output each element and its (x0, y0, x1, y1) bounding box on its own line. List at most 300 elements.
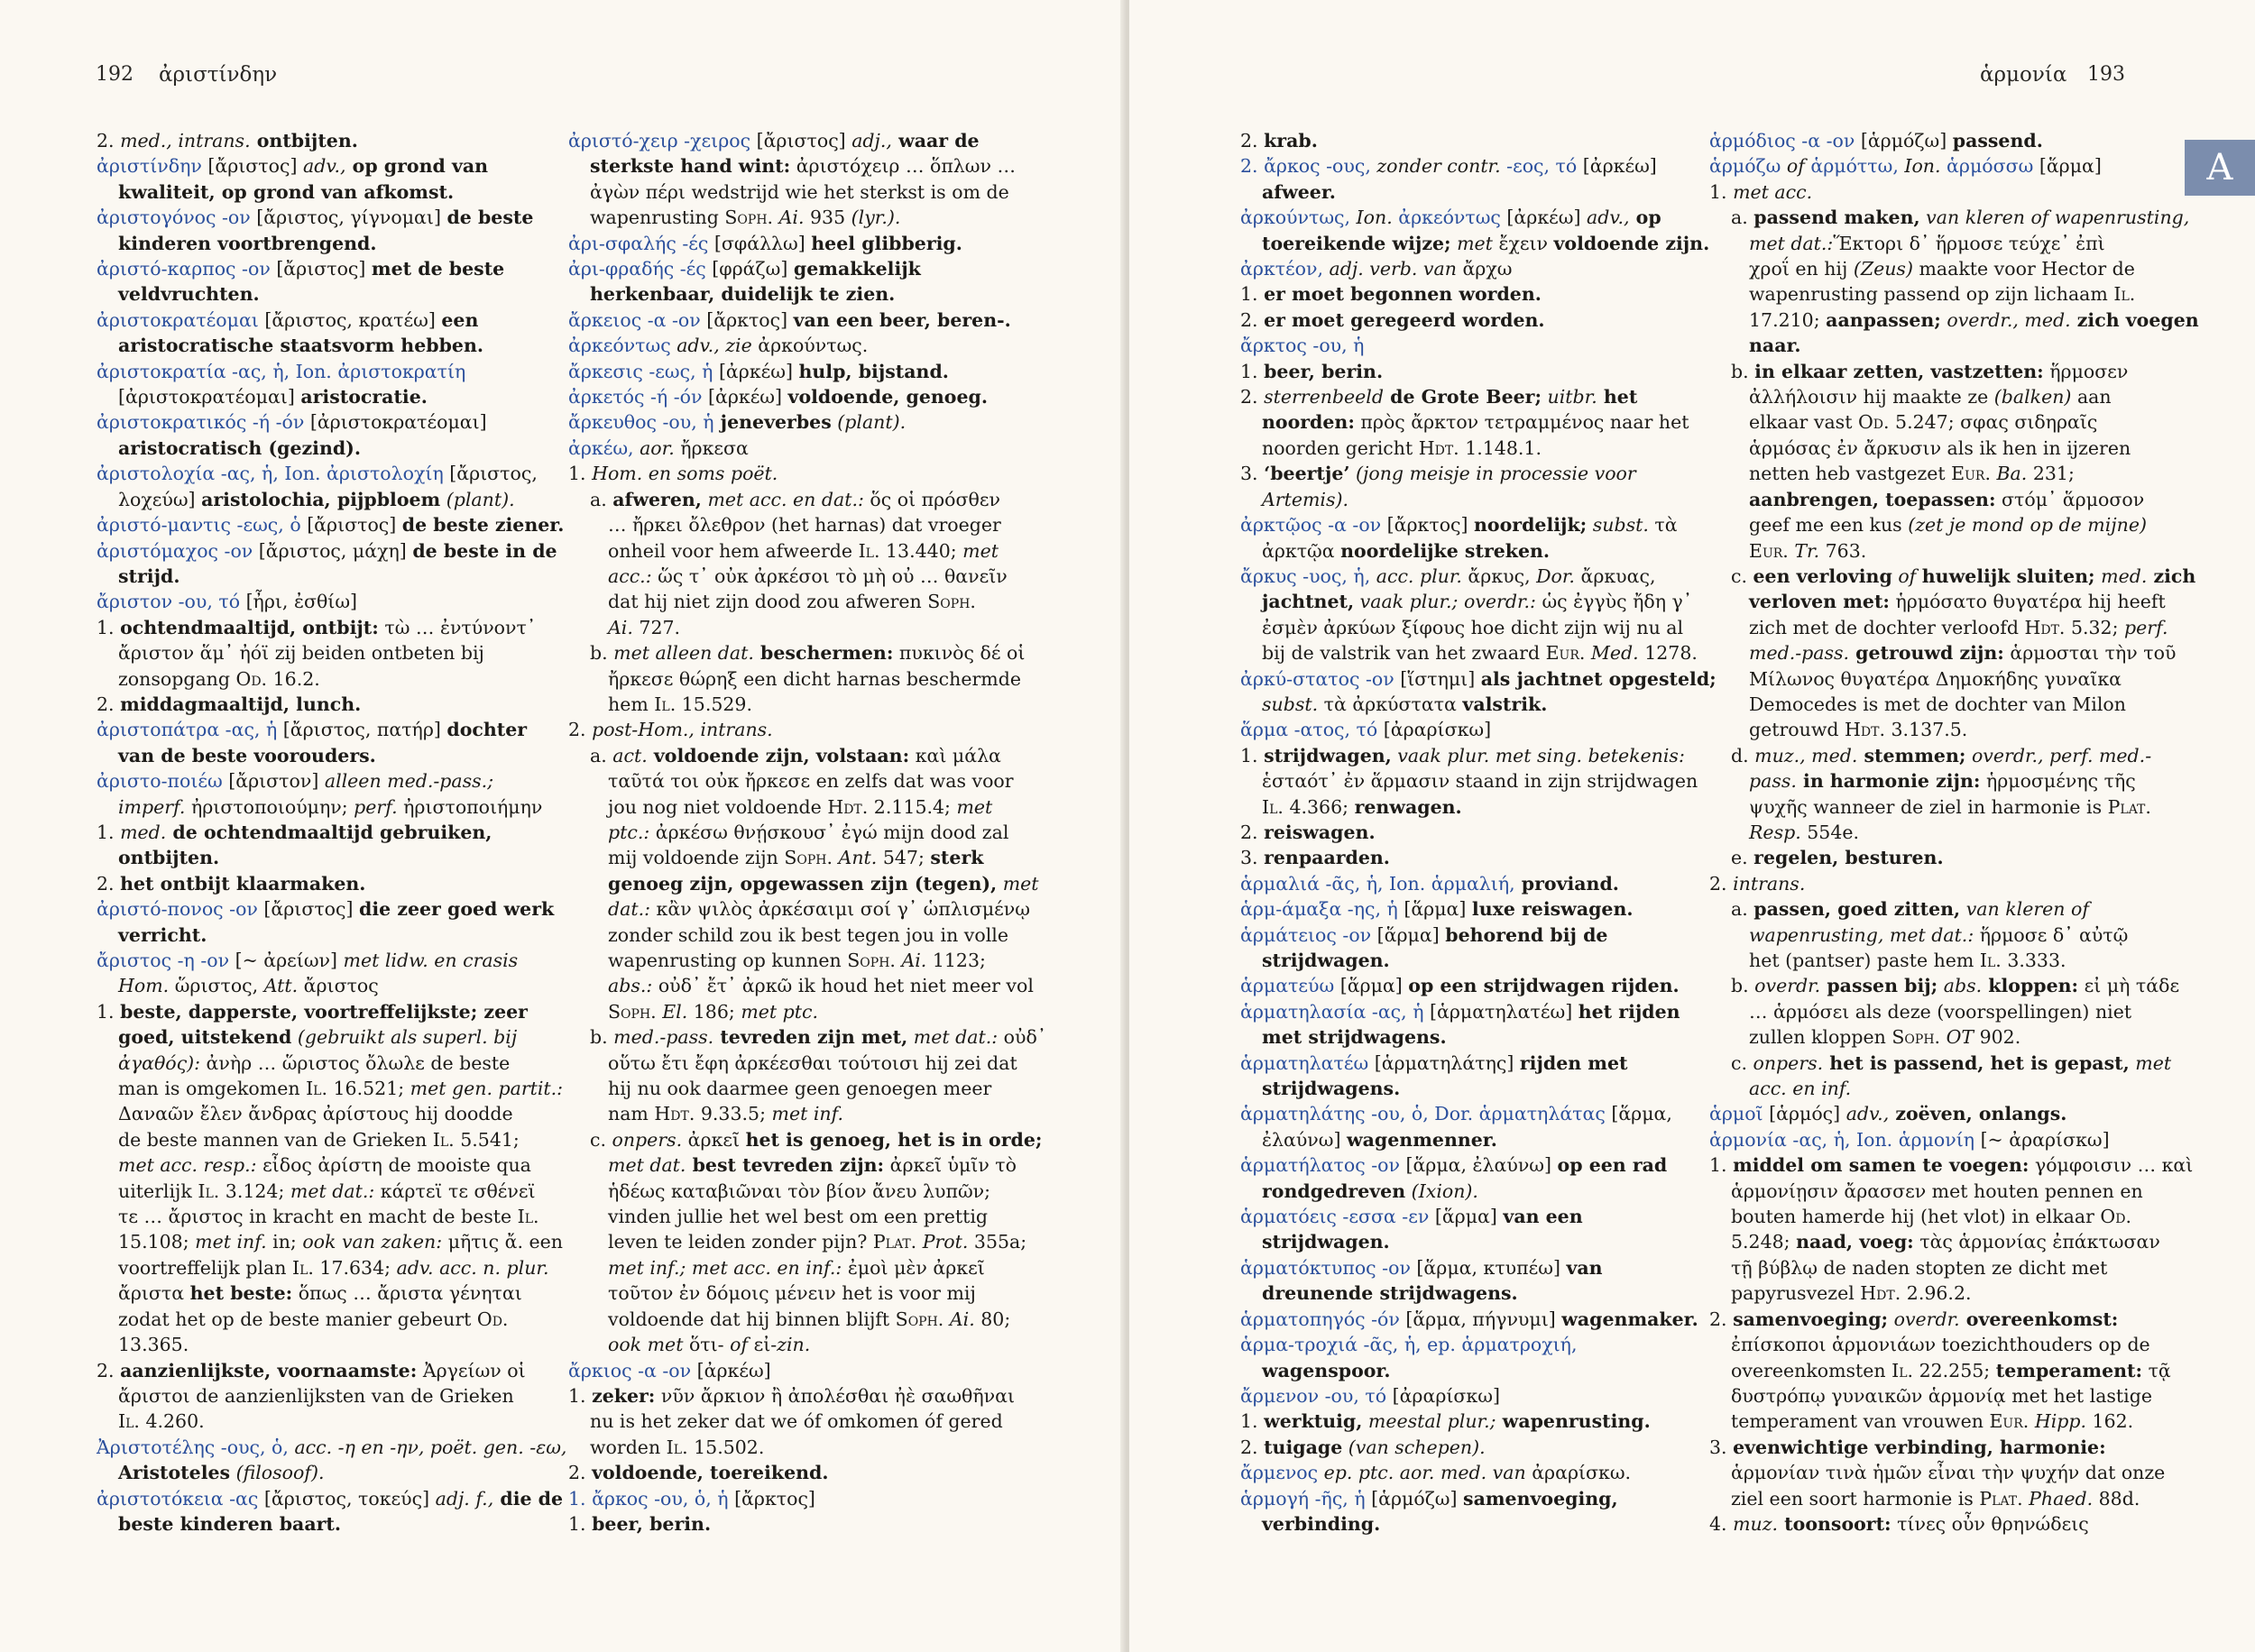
entry-text: overdr., med. (1940, 308, 2071, 331)
entry-text: Ai. (895, 950, 927, 971)
entry-text: 2. (1709, 872, 1734, 895)
entry-text: med.-pass. (613, 1026, 714, 1049)
entry-text: Hdt. (1845, 719, 1885, 741)
entry-text: Hdt. (1860, 1282, 1901, 1305)
entry-line (568, 384, 1014, 409)
page-number: 193 (2087, 63, 2125, 86)
entry-line (568, 359, 1014, 384)
entry-line (568, 461, 1014, 486)
entry-text: [ἀριστοκρατέομαι] (304, 411, 487, 434)
headword: ἄρμενον -ου, τό (1240, 1384, 1387, 1407)
entry-text: beste, dapperste, voortreffelijkste; zeer (120, 1000, 528, 1023)
entry-text: [ἀραρίσκω] (1386, 1384, 1500, 1407)
entry-text: aanbrengen, toepassen: (1749, 488, 1996, 510)
entry-text: 1. (1240, 744, 1265, 766)
entry-line (1240, 896, 1686, 922)
entry-text: aanpassen; (1826, 308, 1941, 331)
entry-text: renwagen. (1354, 795, 1462, 818)
entry-text: behorend bij de (1445, 923, 1608, 946)
entry-line-continuation (568, 281, 1014, 307)
entry-text: renpaarden. (1264, 847, 1390, 869)
entry-text: [ἄριστος] (300, 514, 402, 537)
left-page (0, 0, 1126, 1652)
entry-line (1240, 1204, 1686, 1229)
entry-line (1240, 1460, 1686, 1485)
entry-text: acc. en inf. (1749, 1078, 1852, 1100)
entry-text: [ἀρκέω] (1577, 155, 1657, 178)
entry-line-continuation (568, 1051, 1017, 1076)
entry-text: in elkaar zetten, vastzetten: (1754, 360, 2044, 382)
entry-text: toonsoort: (1778, 1512, 1891, 1535)
entry-text: (Zeus) (1853, 258, 1913, 280)
entry-line-continuation (1709, 1383, 2166, 1409)
entry-text: b. (1731, 360, 1755, 382)
entry-text: noorden: (1262, 411, 1355, 434)
page-number: 192 (96, 63, 133, 86)
entry-text: adj., (851, 130, 892, 151)
entry-text: b. (590, 1026, 614, 1049)
entry-text: wagenmenner. (1347, 1128, 1497, 1151)
entry-text: Soph. (847, 950, 896, 971)
entry-text: nam (608, 1103, 655, 1125)
entry-text: ἀραρίσκω. (1525, 1462, 1632, 1484)
entry-text: 88d. (2093, 1487, 2140, 1510)
entry-line-continuation (97, 640, 542, 665)
headword: ἁρμάτειος -ον (1240, 923, 1372, 946)
entry-text: χροΐ en hij (1749, 258, 1854, 280)
thumb-index-tab[interactable]: A (2185, 140, 2255, 196)
entry-text: 3.124; (219, 1179, 290, 1202)
entry-line (1709, 179, 2166, 205)
entry-text: onpers. (612, 1128, 683, 1151)
entry-line (1709, 128, 2166, 153)
entry-text: van de beste voorouders. (118, 744, 376, 766)
entry-text: (zet je mond op de mijne) (1908, 514, 2147, 537)
entry-text: νῦν ἄρκιον ἢ ἀπολέσθαι ἠὲ σαωθῆναι (655, 1384, 1015, 1407)
entry-text: [~ ἀρείων] (229, 950, 344, 971)
entry-text: het (1597, 386, 1638, 408)
entry-line-continuation (1240, 538, 1686, 564)
entry-text: ἀρκεῖ (682, 1128, 746, 1151)
entry-line-continuation (568, 1307, 1014, 1332)
entry-line-continuation (97, 179, 542, 205)
entry-text: ἐμοὶ μὲν ἀρκεῖ (842, 1256, 985, 1279)
entry-text: man is omgekomen (118, 1078, 307, 1100)
entry-line (97, 538, 557, 564)
entry-text: εἰ- (748, 1334, 778, 1356)
headword: ἀριστό-χειρ -χειρος (568, 130, 751, 151)
entry-text: in; (266, 1231, 303, 1253)
entry-text: getrouwd (1749, 719, 1845, 741)
entry-text: het is passend, het is gepast, (1823, 1051, 2130, 1074)
entry-text: van (1566, 1256, 1603, 1279)
entry-text: bij de valstrik van het zwaard (1262, 642, 1546, 665)
entry-text: [ἁρματηλάτης] (1368, 1051, 1520, 1074)
headword: ἁρμ-άμαξα -ης, ἡ (1240, 898, 1398, 921)
entry-line (97, 1358, 542, 1383)
entry-line-continuation (568, 1204, 1014, 1229)
headword: ἄριστον -ου, τό (97, 591, 241, 613)
entry-text: van een (1503, 1206, 1583, 1228)
entry-text: 2. (1240, 308, 1265, 331)
entry-text: [ἁρμόζω] (1855, 130, 1953, 151)
headword: ἀριστοκρατικός -ή -όν (97, 411, 305, 434)
entry-text: muz. (1733, 1512, 1779, 1535)
entry-text: ontbijten. (118, 847, 220, 869)
headword: ἁρματόεις -εσσα -εν (1240, 1206, 1430, 1228)
entry-line-continuation (97, 973, 542, 998)
entry-line-continuation (1240, 1358, 1686, 1383)
headword: ἀρκεόντως (568, 335, 671, 357)
entry-text: voortreffelijk plan (118, 1256, 292, 1279)
entry-line-continuation (1709, 487, 2166, 512)
entry-line-continuation (97, 1204, 542, 1229)
entry-text: [σφάλλω] (708, 232, 812, 254)
entry-text: temperament: (1995, 1359, 2143, 1381)
entry-text: [ἄριστος, κρατέω] (258, 308, 442, 331)
entry-text: ψυχῆς wanneer de ziel in harmonie is (1749, 795, 2108, 818)
entry-text: Soph. (784, 847, 833, 869)
entry-line (97, 896, 555, 922)
entry-text: Il. (432, 1128, 455, 1151)
entry-text: Od. (476, 1308, 509, 1330)
entry-text: 1. (1240, 1410, 1265, 1433)
entry-text: ἁρμονίαν τινὰ ἡμῶν εἶναι τὴν ψυχήν dat onze (1731, 1462, 2166, 1484)
entry-line (1709, 153, 2166, 179)
headword: ἁρματόκτυπος -ον (1240, 1256, 1411, 1279)
entry-line-continuation (1709, 538, 2166, 564)
entry-text: 2. (1240, 386, 1265, 408)
dictionary-column (1240, 128, 1717, 1625)
entry-text: Hom. en soms poët. (592, 463, 778, 485)
entry-text: Ion. (1350, 206, 1399, 229)
entry-line-continuation (1240, 1280, 1686, 1306)
entry-text: ἡδέως καταβιῶναι τὸν βίον ἄνευ λυπῶν; (608, 1179, 991, 1202)
entry-line (568, 256, 1014, 281)
entry-line (97, 948, 542, 973)
entry-text: jachtnet, (1262, 591, 1355, 613)
entry-line (1240, 1101, 1686, 1126)
entry-text: (Ixion). (1405, 1179, 1478, 1202)
entry-line (1240, 871, 1686, 896)
entry-text: [ἄριστος, γίγνομαι] (250, 206, 447, 229)
entry-text: ἑσταότ᾽ ἐν ἅρμασιν staand in zijn strijdwagen (1262, 770, 1698, 793)
entry-text: hem (608, 693, 655, 715)
entry-text: a. (590, 744, 613, 766)
entry-line (568, 1511, 1014, 1537)
entry-line-continuation (1709, 359, 2166, 384)
entry-line-continuation (568, 589, 1014, 614)
entry-text: 2. (97, 130, 121, 151)
entry-line-continuation (1709, 333, 2166, 358)
entry-text: onpers. (1753, 1051, 1824, 1074)
entry-text: καὶ μάλα (909, 744, 1001, 766)
entry-line-continuation (97, 845, 542, 870)
entry-line-continuation (1240, 487, 1686, 512)
entry-line-continuation (568, 179, 1014, 205)
entry-line (568, 1383, 1014, 1409)
entry-text: (plant). (831, 411, 907, 434)
entry-text: [ἀριστοκρατέομαι] (118, 386, 301, 408)
entry-text: overdr. (1754, 975, 1821, 997)
entry-text: 4. (1709, 1512, 1734, 1535)
entry-line-continuation (568, 1409, 1014, 1434)
entry-line (97, 871, 542, 896)
entry-text: 2. (1709, 1308, 1734, 1330)
entry-text: (lyr.). (851, 206, 901, 229)
entry-text: proviand. (1514, 872, 1619, 895)
entry-text: op een strijdwagen rijden. (1408, 975, 1680, 997)
entry-text: ‘beertje’ (1264, 463, 1350, 485)
entry-text: Resp. (1749, 821, 1801, 843)
entry-text: passend. (1952, 130, 2043, 151)
entry-text: στόμ᾽ ἅρμοσον (1995, 488, 2145, 510)
entry-line (1240, 384, 1686, 409)
headword: ἁρμόζω (1709, 155, 1781, 178)
entry-text: voldoende, genoeg. (787, 386, 988, 408)
entry-text: met acc. (1733, 180, 1813, 203)
entry-text: [ἁρμόζω] (1365, 1487, 1464, 1510)
entry-text: noordelijk; (1474, 514, 1588, 537)
entry-text: ἄριστοι de aanzienlijksten van de Grieken (118, 1384, 514, 1407)
entry-text: zin. (777, 1334, 811, 1356)
entry-line (1240, 973, 1686, 998)
entry-line-continuation (97, 1511, 542, 1537)
entry-text: netten heb vastgezet (1749, 463, 1952, 485)
entry-line-continuation (1240, 615, 1686, 640)
entry-text: 231; (2027, 463, 2075, 485)
entry-text: ook van zaken: (302, 1231, 443, 1253)
entry-text: beschermen: (753, 642, 894, 665)
entry-text: ἁρμοσται τὴν τοῦ (2003, 642, 2177, 665)
entry-text: [φράζω] (705, 258, 794, 280)
entry-text: beer, berin. (592, 1512, 712, 1535)
entry-line-continuation (1709, 307, 2199, 333)
entry-line-continuation (568, 1024, 1047, 1050)
entry-text: 13.440; (879, 539, 963, 562)
entry-text: noorden gericht (1262, 436, 1419, 459)
entry-text: hij nu ook daarmee geen genoegen meer (608, 1078, 992, 1100)
entry-line (568, 1486, 1014, 1511)
entry-text: [ἀρκέω] (691, 1359, 771, 1381)
entry-line-continuation (1709, 1024, 2166, 1050)
entry-line-continuation (1709, 512, 2166, 537)
entry-line (97, 1435, 567, 1460)
entry-text: 15.529. (676, 693, 752, 715)
entry-line-continuation (568, 768, 1014, 794)
entry-text: voldoende zijn, volstaan: (647, 744, 910, 766)
entry-text: perf. (2124, 616, 2168, 638)
entry-text: Il. (2113, 283, 2136, 306)
entry-text: als jachtnet opgesteld; (1480, 667, 1717, 690)
entry-line-continuation (1709, 692, 2166, 717)
entry-text: ὅς οἱ πρόσθεν (863, 488, 1000, 510)
headword: 2. ἄρκος -ους, (1240, 155, 1371, 178)
entry-line-continuation (97, 1332, 542, 1357)
entry-text: εἰ μὴ τάδε (2078, 975, 2180, 997)
entry-line (1240, 128, 1686, 153)
entry-text: ἐλαύνω] (1262, 1128, 1347, 1151)
entry-line-continuation (568, 512, 1014, 537)
entry-text: een (441, 308, 479, 331)
entry-text: valstrik. (1462, 693, 1548, 715)
entry-text: 1.148.1. (1459, 436, 1542, 459)
entry-text: 1. (1240, 283, 1265, 306)
entry-text: die zeer goed werk (359, 898, 555, 921)
entry-text: λοχεύω] (118, 488, 202, 510)
dictionary-column (568, 128, 1047, 1625)
entry-text: de beste ziener. (401, 514, 565, 537)
entry-text: wapenrusting. (1496, 1410, 1651, 1433)
entry-line-continuation (97, 1152, 542, 1178)
entry-text: beste kinderen baart. (118, 1512, 342, 1535)
entry-text: wapenrusting, met dat.: (1749, 923, 1974, 946)
entry-line-continuation (97, 1051, 542, 1076)
headword: ἁρμογή -ῆς, ἡ (1240, 1487, 1366, 1510)
dictionary-column (1709, 128, 2199, 1625)
entry-text: subst. (1587, 514, 1649, 537)
entry-text: Dor. (1536, 564, 1575, 587)
entry-text: acc. -η en -ην, poët. gen. -εω, (288, 1436, 567, 1458)
entry-text: OT (1940, 1026, 1974, 1049)
entry-text: 547; (877, 847, 931, 869)
entry-text: τὰ (1648, 514, 1678, 537)
headword: ἀριστοπάτρα -ας, ἡ (97, 719, 278, 741)
entry-text: passend maken, (1753, 206, 1920, 229)
headword: ἁρματηλατέω (1240, 1051, 1369, 1074)
headword: ἀρκούντως, (1240, 206, 1351, 229)
entry-line-continuation (1240, 1024, 1686, 1050)
entry-text: aan (2071, 386, 2112, 408)
running-head: ἀριστίνδην (159, 63, 278, 87)
entry-text: Ba. (1990, 463, 2028, 485)
entry-text: het ontbijt klaarmaken. (120, 872, 366, 895)
entry-text: 5.247; σφας σιδηραῖς (1889, 411, 2098, 434)
entry-text: b. (590, 642, 614, 665)
entry-text: Med. (1585, 642, 1639, 665)
entry-text: 17.634; (313, 1256, 397, 1279)
headword: ἀρκέω, (568, 436, 634, 459)
entry-line (97, 153, 542, 179)
entry-text: 16.2. (267, 667, 320, 690)
entry-line-continuation (1709, 743, 2166, 768)
entry-line-continuation (1240, 1511, 1686, 1537)
entry-text: Eur. (1989, 1410, 2030, 1433)
entry-line-continuation (97, 487, 542, 512)
entry-text: 1. (568, 463, 593, 485)
entry-text: acc. plur. (1370, 564, 1462, 587)
entry-line-continuation (97, 1101, 542, 1126)
entry-line-continuation (1709, 922, 2166, 948)
entry-line (1240, 1332, 1686, 1357)
entry-line (1240, 820, 1686, 845)
entry-text: med.-pass. (1749, 642, 1850, 665)
entry-text: ἥρμοσε δ᾽ αὐτῷ (1974, 923, 2129, 946)
entry-line-continuation (97, 436, 542, 461)
entry-text: ἡρμοσμένης τῆς (1980, 770, 2136, 793)
headword: ἁρματοπηγός -όν (1240, 1308, 1400, 1330)
entry-text: Plat. (1979, 1487, 2023, 1510)
entry-line (1240, 333, 1686, 358)
entry-line-continuation (568, 999, 1014, 1024)
entry-text: [ἁρμός] (1763, 1103, 1846, 1125)
entry-text: Il. (654, 693, 676, 715)
entry-text: ἡρμόσατο θυγατέρα hij heeft (1889, 591, 2166, 613)
entry-text: ochtendmaaltijd, ontbijt: (120, 616, 379, 638)
headword: ἀριστο-ποιέω (97, 770, 223, 793)
entry-text: 13.365. (118, 1334, 189, 1356)
entry-text: 2.96.2. (1901, 1282, 1972, 1305)
entry-text: Il. (1891, 1359, 1914, 1381)
entry-text: ziel een soort harmonie is (1731, 1487, 1980, 1510)
entry-line-continuation (1240, 640, 1698, 665)
entry-text: met lidw. en crasis (343, 950, 519, 971)
entry-text: Il. (1979, 950, 2002, 971)
entry-text: het rijden (1578, 1000, 1680, 1023)
entry-text: verbinding. (1262, 1512, 1381, 1535)
entry-text: met dat.: (290, 1179, 375, 1202)
entry-text: med. (120, 821, 167, 843)
entry-text: Hdt. (827, 795, 869, 818)
entry-text: Hdt. (654, 1103, 695, 1125)
entry-text: 2. (568, 1462, 593, 1484)
entry-text: Ant. (833, 847, 878, 869)
entry-line (1240, 999, 1686, 1024)
entry-text: nu is het zeker dat we óf omkomen óf gered (590, 1410, 1003, 1433)
entry-text: verloven met: (1749, 591, 1890, 613)
entry-text: Ai. (943, 1308, 975, 1330)
entry-line-continuation (568, 205, 1014, 230)
entry-line (1240, 1307, 1698, 1332)
entry-text: [ἀρκέω] (713, 360, 799, 382)
entry-text: Il. (198, 1179, 220, 1202)
headword: ἀρκύ-στατος -ον (1240, 667, 1394, 690)
entry-line-continuation (568, 640, 1026, 665)
entry-text: ἐσμὲν ἀρκύων ξίφους hoe dicht zijn wij nu al (1262, 616, 1684, 638)
entry-text: hulp, bijstand. (798, 360, 949, 382)
entry-line (97, 820, 542, 845)
running-head: ἁρμονία (1980, 63, 2067, 87)
entry-text: 1. (1240, 360, 1265, 382)
entry-line-continuation (568, 743, 1014, 768)
entry-text: εἶδος ἀρίστη de mooiste qua (256, 1154, 531, 1177)
entry-text: adv., (302, 155, 346, 178)
entry-text: passen bij; (1820, 975, 1938, 997)
entry-line (1240, 205, 1686, 230)
entry-text: (balken) (1993, 386, 2072, 408)
entry-text: τοῦτον ἐν δόμοις μένειν het is voor mij (608, 1282, 976, 1305)
entry-line-continuation (568, 666, 1021, 692)
entry-text: ὡς ἐγγὺς ἤδη γ᾽ (1535, 591, 1693, 613)
entry-text: kloppen: (1982, 975, 2079, 997)
entry-text: 186; (687, 1000, 741, 1023)
entry-line (97, 307, 542, 333)
entry-text: 5.32; (2065, 616, 2125, 638)
entry-text: overeenkomst: (1959, 1308, 2119, 1330)
entry-text: τὰ ἀρκύστατα (1318, 693, 1463, 715)
entry-line-continuation (1709, 1204, 2166, 1229)
entry-text: [ἅρμα, ἐλαύνω] (1399, 1154, 1558, 1177)
entry-text: 15.502. (687, 1436, 765, 1458)
entry-text: vaak plur.; overdr.: (1354, 591, 1536, 613)
entry-line-continuation (1709, 256, 2166, 281)
entry-text: δυστρόπῳ γυναικῶν ἁρμονίᾳ met het lastige (1731, 1384, 2152, 1407)
entry-text: 554e. (1800, 821, 1860, 843)
entry-text: tevreden zijn met, (713, 1026, 908, 1049)
entry-text: (plant). (440, 488, 515, 510)
entry-text: aristolochia, pijpbloem (201, 488, 441, 510)
entry-line (97, 128, 542, 153)
